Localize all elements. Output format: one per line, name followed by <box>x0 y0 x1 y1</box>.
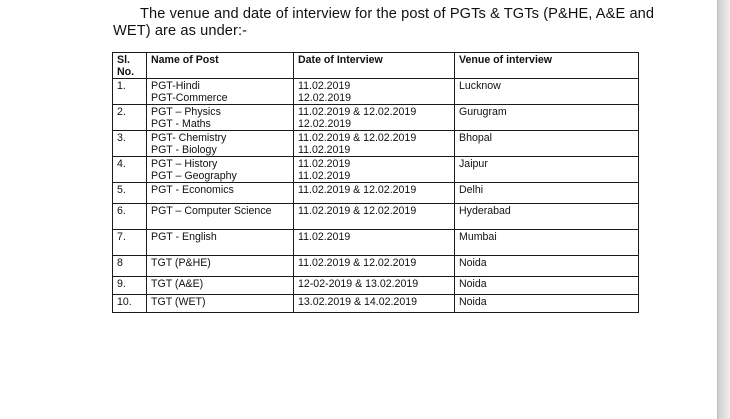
venue-cell: Mumbai <box>455 230 639 256</box>
interview-schedule-table <box>112 52 639 313</box>
interview-date: 12-02-2019 & 13.02.2019 <box>298 278 419 290</box>
table-row <box>113 183 639 204</box>
table-header-row <box>113 53 639 79</box>
table-row <box>113 157 639 183</box>
table-row <box>113 204 639 230</box>
date-cell <box>294 256 455 277</box>
interview-date: 11.02.2019 & 12.02.2019 <box>298 205 417 217</box>
date-cell <box>294 105 455 131</box>
table-row <box>113 230 639 256</box>
post-cell <box>147 79 294 105</box>
post-name: PGT-Commerce <box>151 92 228 104</box>
interview-date: 11.02.2019 & 12.02.2019 <box>298 184 417 196</box>
header-venue: Venue of interview <box>455 53 639 79</box>
interview-date: 12.02.2019 <box>298 92 352 104</box>
post-name: PGT – Computer Science <box>151 205 272 217</box>
post-name: PGT – Geography <box>151 170 237 182</box>
post-name: PGT - English <box>151 231 217 243</box>
interview-date: 11.02.2019 <box>298 80 351 92</box>
post-name: TGT (WET) <box>151 296 206 308</box>
date-cell <box>294 79 455 105</box>
sl-no-cell: 10. <box>113 295 147 313</box>
page-edge-shadow <box>718 0 730 419</box>
interview-date: 11.02.2019 <box>298 170 351 182</box>
date-cell <box>294 131 455 157</box>
table-row <box>113 105 639 131</box>
table-row <box>113 295 639 313</box>
post-name: PGT - Biology <box>151 144 217 156</box>
post-cell <box>147 230 294 256</box>
venue-cell: Noida <box>455 295 639 313</box>
header-sl-no: Sl. No. <box>113 53 147 79</box>
venue-cell: Noida <box>455 277 639 295</box>
post-cell <box>147 295 294 313</box>
sl-no-cell: 8 <box>113 256 147 277</box>
date-cell <box>294 204 455 230</box>
sl-no-cell: 3. <box>113 131 147 157</box>
sl-no-cell: 7. <box>113 230 147 256</box>
post-name: PGT – Physics <box>151 106 221 118</box>
interview-date: 12.02.2019 <box>298 118 352 130</box>
sl-no-cell: 1. <box>113 79 147 105</box>
table-row <box>113 79 639 105</box>
venue-cell: Gurugram <box>455 105 639 131</box>
header-name-of-post: Name of Post <box>147 53 294 79</box>
table-row <box>113 256 639 277</box>
venue-cell: Bhopal <box>455 131 639 157</box>
post-name: PGT - Economics <box>151 184 234 196</box>
post-name: PGT - Maths <box>151 118 211 130</box>
interview-date: 11.02.2019 <box>298 144 351 156</box>
venue-cell: Noida <box>455 256 639 277</box>
interview-date: 11.02.2019 & 12.02.2019 <box>298 106 417 118</box>
post-cell <box>147 204 294 230</box>
sl-no-cell: 5. <box>113 183 147 204</box>
post-cell <box>147 183 294 204</box>
interview-date: 11.02.2019 & 12.02.2019 <box>298 132 417 144</box>
sl-no-cell: 2. <box>113 105 147 131</box>
post-name: PGT-Hindi <box>151 80 200 92</box>
date-cell <box>294 157 455 183</box>
post-name: PGT – History <box>151 158 218 170</box>
interview-date: 11.02.2019 & 12.02.2019 <box>298 257 417 269</box>
date-cell <box>294 230 455 256</box>
interview-date: 13.02.2019 & 14.02.2019 <box>298 296 417 308</box>
post-name: PGT- Chemistry <box>151 132 227 144</box>
intro-paragraph: The venue and date of interview for the post of PGTs & TGTs (P&HE, A&E and WET) are as under:- <box>113 6 655 39</box>
venue-cell: Delhi <box>455 183 639 204</box>
sl-no-cell: 9. <box>113 277 147 295</box>
post-name: TGT (P&HE) <box>151 257 211 269</box>
post-cell <box>147 131 294 157</box>
date-cell <box>294 295 455 313</box>
table-row <box>113 277 639 295</box>
post-cell <box>147 157 294 183</box>
venue-cell: Lucknow <box>455 79 639 105</box>
date-cell <box>294 183 455 204</box>
post-cell <box>147 256 294 277</box>
venue-cell: Jaipur <box>455 157 639 183</box>
post-cell <box>147 105 294 131</box>
interview-date: 11.02.2019 <box>298 231 351 243</box>
interview-date: 11.02.2019 <box>298 158 351 170</box>
date-cell <box>294 277 455 295</box>
sl-no-cell: 4. <box>113 157 147 183</box>
post-name: TGT (A&E) <box>151 278 204 290</box>
post-cell <box>147 277 294 295</box>
header-date-of-interview: Date of Interview <box>294 53 455 79</box>
sl-no-cell: 6. <box>113 204 147 230</box>
venue-cell: Hyderabad <box>455 204 639 230</box>
table-row <box>113 131 639 157</box>
